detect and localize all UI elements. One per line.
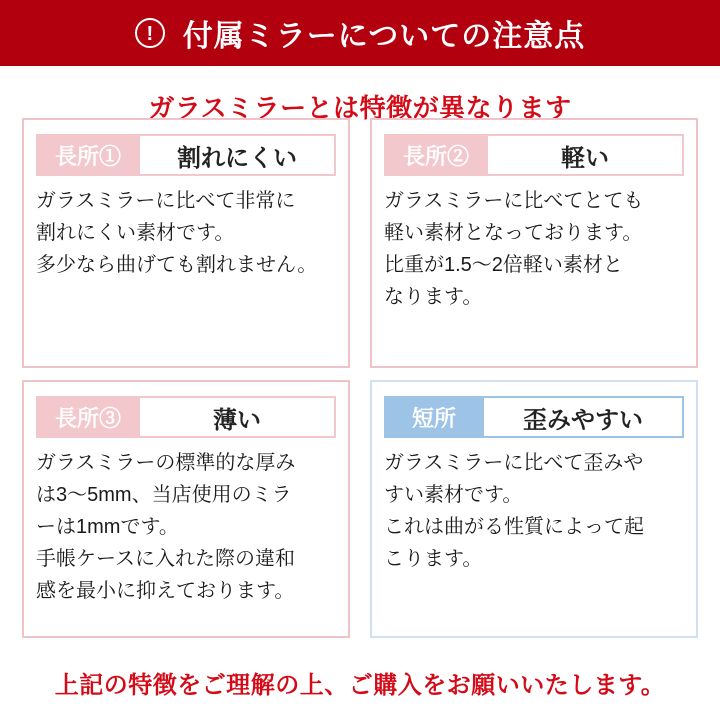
card-line: ガラスミラーに比べて歪みや (384, 452, 644, 474)
card-body (36, 448, 336, 606)
card-body (36, 186, 336, 280)
feature-card-demerit (370, 380, 698, 638)
card-header (36, 396, 336, 438)
card-tag: 長所① (36, 134, 140, 176)
card-line: すい素材です。 (384, 484, 523, 506)
card-body (384, 448, 684, 574)
feature-card-grid (22, 118, 698, 638)
card-line: 感を最小に抑えております。 (36, 580, 295, 602)
feature-card-merit-2 (370, 118, 698, 368)
feature-card-merit-1 (22, 118, 350, 368)
card-header (36, 134, 336, 176)
feature-card-merit-3 (22, 380, 350, 638)
footer-note (0, 644, 720, 720)
card-line: 多少なら曲げても割れません。 (36, 254, 318, 276)
card-line: なります。 (384, 286, 483, 308)
card-line: 軽い素材となっております。 (384, 222, 643, 244)
card-header (384, 396, 684, 438)
card-body (384, 186, 684, 312)
card-line: ーは1mmです。 (36, 516, 179, 538)
card-line: 手帳ケースに入れた際の違和 (36, 548, 295, 570)
card-tag: 長所② (384, 134, 488, 176)
card-tag: 長所③ (36, 396, 140, 438)
card-value: 薄い (140, 396, 336, 438)
header-banner (0, 0, 720, 66)
exclamation-circle-icon: ! (135, 18, 165, 48)
card-line: は3〜5mm、当店使用のミラ (36, 484, 292, 506)
card-value: 軽い (488, 134, 684, 176)
card-line: ガラスミラーに比べて非常に (36, 190, 296, 212)
subtitle: ガラスミラーとは特徴が異なります (148, 93, 572, 123)
card-line: これは曲がる性質によって起 (384, 516, 644, 538)
footer-text: 上記の特徴をご理解の上、ご購入をお願いいたします。 (54, 671, 666, 699)
card-line: ガラスミラーの標準的な厚み (36, 452, 296, 474)
card-line: 比重が1.5〜2倍軽い素材と (384, 254, 623, 276)
card-line: 割れにくい素材です。 (36, 222, 235, 244)
card-value: 歪みやすい (484, 396, 684, 438)
card-tag: 短所 (384, 396, 484, 438)
card-value: 割れにくい (140, 134, 336, 176)
card-header (384, 134, 684, 176)
card-line: こります。 (384, 548, 483, 570)
page-title: 付属ミラーについての注意点 (182, 20, 586, 53)
card-line: ガラスミラーに比べてとても (384, 190, 644, 212)
